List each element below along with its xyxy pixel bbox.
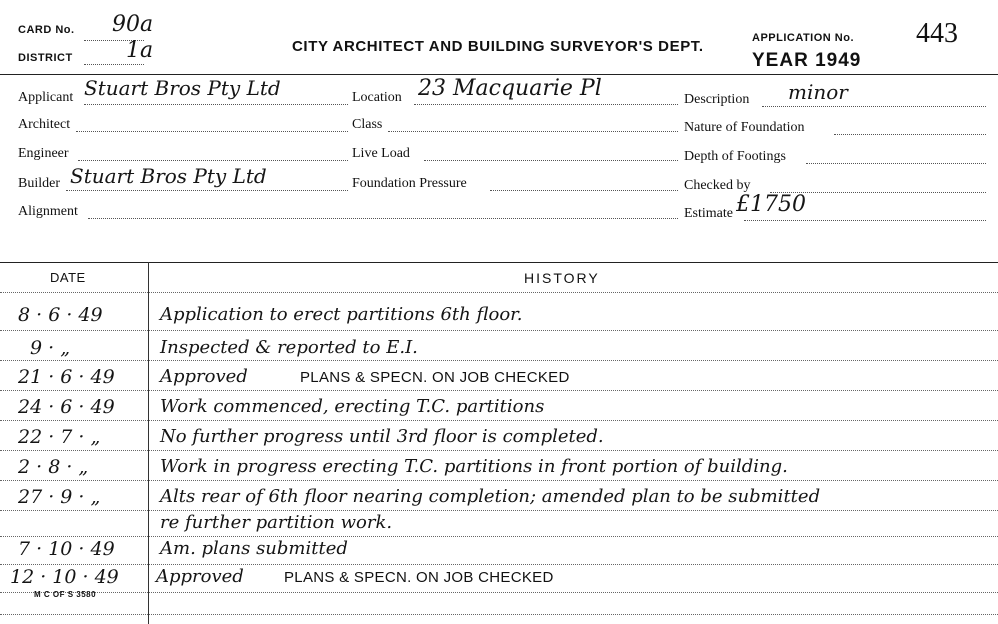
- checked-stamp: PLANS & SPECN. ON JOB CHECKED: [300, 369, 570, 386]
- liveload-line: [424, 160, 678, 161]
- description-label: Description: [684, 92, 750, 107]
- builder-line: [66, 190, 348, 191]
- history-entry: Work in progress erecting T.C. partitions in front portion of building.: [160, 456, 788, 477]
- history-entry: Inspected & reported to E.I.: [160, 337, 418, 358]
- estimate-line: [744, 220, 986, 221]
- history-date: 22 · 7 · „: [18, 426, 101, 448]
- history-entry: Approved: [160, 366, 248, 387]
- history-date: 24 · 6 · 49: [18, 396, 115, 418]
- history-entry: Am. plans submitted: [160, 538, 348, 559]
- history-row-line: [0, 330, 998, 331]
- history-entry: Approved: [156, 566, 244, 587]
- application-no-value: 443: [916, 18, 958, 49]
- engineer-label: Engineer: [18, 146, 69, 161]
- date-column-divider: [148, 262, 149, 624]
- history-row-line: [0, 480, 998, 481]
- application-no-label: APPLICATION No.: [752, 32, 855, 44]
- history-date: 21 · 6 · 49: [18, 366, 115, 388]
- history-row-line: [0, 536, 998, 537]
- history-date: 12 · 10 · 49: [10, 566, 119, 588]
- applicant-line: [84, 104, 348, 105]
- location-value: 23 Macquarie Pl: [418, 76, 602, 101]
- history-entry: Application to erect partitions 6th floor.: [160, 304, 523, 325]
- estimate-label: Estimate: [684, 206, 733, 221]
- liveload-label: Live Load: [352, 146, 410, 161]
- header-divider: [0, 74, 998, 75]
- history-date: 2 · 8 · „: [18, 456, 89, 478]
- form-code: M C OF S 3580: [34, 590, 97, 599]
- history-entry: re further partition work.: [160, 512, 393, 533]
- history-entry: No further progress until 3rd floor is completed.: [160, 426, 604, 447]
- history-row-line: [0, 450, 998, 451]
- architect-line: [76, 131, 348, 132]
- department-title: CITY ARCHITECT AND BUILDING SURVEYOR'S DEPT.: [292, 38, 704, 55]
- nature-label: Nature of Foundation: [684, 120, 805, 135]
- card-no-label: CARD No.: [18, 24, 75, 36]
- estimate-value: £1750: [736, 192, 806, 217]
- district-line: [84, 64, 144, 65]
- foundation-pressure-line: [490, 190, 678, 191]
- class-label: Class: [352, 117, 383, 132]
- class-line: [388, 131, 678, 132]
- date-column-header: DATE: [50, 270, 86, 285]
- history-row-line: [0, 390, 998, 391]
- history-date: 8 · 6 · 49: [18, 304, 103, 326]
- history-entry: Work commenced, erecting T.C. partitions: [160, 396, 545, 417]
- architect-label: Architect: [18, 117, 71, 132]
- builder-label: Builder: [18, 176, 60, 191]
- checked-stamp: PLANS & SPECN. ON JOB CHECKED: [284, 569, 554, 586]
- history-date: 27 · 9 · „: [18, 486, 101, 508]
- header-row-line: [0, 292, 998, 293]
- history-row-line: [0, 360, 998, 361]
- description-value: minor: [788, 80, 848, 104]
- applicant-value: Stuart Bros Pty Ltd: [84, 76, 281, 100]
- applicant-label: Applicant: [18, 90, 74, 105]
- nature-line: [834, 134, 986, 135]
- history-date: 9 · „: [30, 337, 71, 359]
- history-row-line: [0, 564, 998, 565]
- location-label: Location: [352, 90, 402, 105]
- depth-line: [806, 163, 986, 164]
- builder-value: Stuart Bros Pty Ltd: [70, 164, 267, 188]
- history-row-line: [0, 420, 998, 421]
- engineer-line: [78, 160, 348, 161]
- checked-label: Checked by: [684, 178, 751, 193]
- alignment-label: Alignment: [18, 204, 78, 219]
- year: YEAR 1949: [752, 50, 862, 71]
- location-line: [414, 104, 678, 105]
- district-label: DISTRICT: [18, 52, 73, 64]
- history-row-line: [0, 510, 998, 511]
- history-entry: Alts rear of 6th floor nearing completion; amended plan to be submitted: [160, 486, 821, 507]
- foundation-pressure-label: Foundation Pressure: [352, 176, 467, 191]
- history-top-border: [0, 262, 998, 263]
- history-column-header: HISTORY: [524, 270, 600, 286]
- history-row-line: [0, 614, 998, 615]
- history-date: 7 · 10 · 49: [18, 538, 115, 560]
- depth-label: Depth of Footings: [684, 149, 786, 164]
- district-value: 1a: [126, 38, 154, 63]
- card-no-value: 90a: [112, 12, 154, 37]
- description-line: [762, 106, 986, 107]
- alignment-line: [88, 218, 678, 219]
- history-row-line: [0, 592, 998, 593]
